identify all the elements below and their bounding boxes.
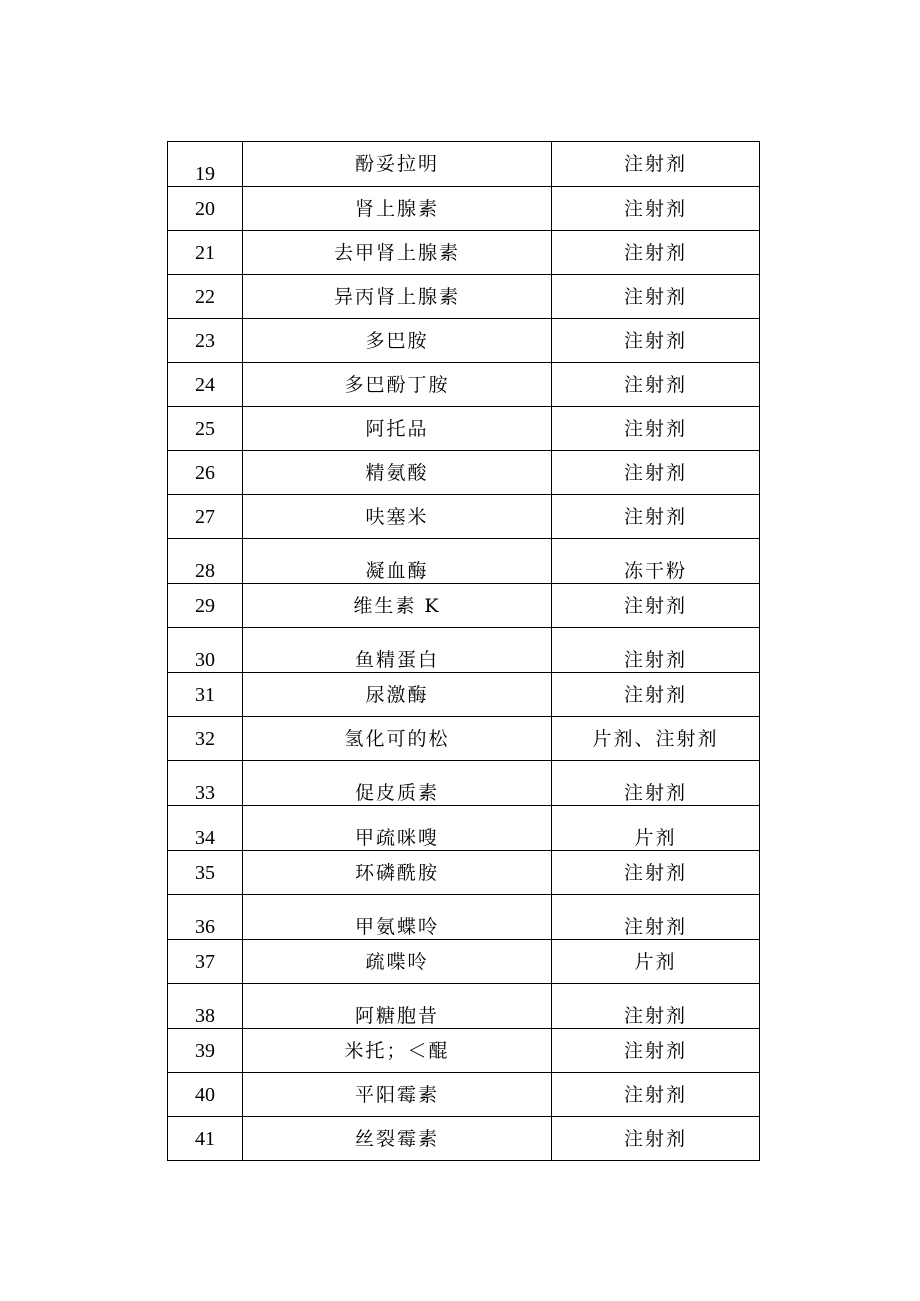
table-row: [168, 895, 760, 940]
table-row: [168, 1073, 760, 1117]
dosage-form: 冻干粉: [552, 539, 760, 584]
drug-name: 鱼精蛋白: [243, 628, 552, 673]
drug-name: 凝血酶: [243, 539, 552, 584]
drug-name: 米托；＜醌: [243, 1029, 552, 1073]
dosage-form: 注射剂: [552, 584, 760, 628]
table-row: [168, 187, 760, 231]
table-row: [168, 584, 760, 628]
dosage-form: 注射剂: [552, 895, 760, 940]
row-number: 20: [168, 187, 243, 231]
drug-name: 多巴酚丁胺: [243, 363, 552, 407]
drug-list-table: [167, 141, 760, 1161]
drug-name: 促皮质素: [243, 761, 552, 806]
row-number: 34: [168, 806, 243, 851]
dosage-form: 注射剂: [552, 1073, 760, 1117]
drug-name: 尿激酶: [243, 673, 552, 717]
drug-name: 酚妥拉明: [243, 142, 552, 187]
row-number: 24: [168, 363, 243, 407]
table-row: [168, 806, 760, 851]
row-number: 41: [168, 1117, 243, 1161]
dosage-form: 注射剂: [552, 495, 760, 539]
table-row: [168, 717, 760, 761]
dosage-form: 片剂: [552, 940, 760, 984]
table-row: [168, 1029, 760, 1073]
dosage-form: 注射剂: [552, 1117, 760, 1161]
dosage-form: 注射剂: [552, 451, 760, 495]
drug-name: 环磷酰胺: [243, 851, 552, 895]
drug-name: 疏喋呤: [243, 940, 552, 984]
drug-name: 精氨酸: [243, 451, 552, 495]
drug-name: 氢化可的松: [243, 717, 552, 761]
row-number: 23: [168, 319, 243, 363]
drug-name: 维生素 K: [243, 584, 552, 628]
row-number: 31: [168, 673, 243, 717]
dosage-form: 片剂、注射剂: [552, 717, 760, 761]
drug-name: 甲氨蝶呤: [243, 895, 552, 940]
drug-name: 异丙肾上腺素: [243, 275, 552, 319]
drug-name: 甲疏咪嗖: [243, 806, 552, 851]
table-row: [168, 1117, 760, 1161]
drug-name: 去甲肾上腺素: [243, 231, 552, 275]
table-row: [168, 275, 760, 319]
dosage-form: 注射剂: [552, 761, 760, 806]
drug-name: 平阳霉素: [243, 1073, 552, 1117]
row-number: 25: [168, 407, 243, 451]
dosage-form: 注射剂: [552, 187, 760, 231]
drug-name: 呋塞米: [243, 495, 552, 539]
row-number: 35: [168, 851, 243, 895]
dosage-form: 片剂: [552, 806, 760, 851]
dosage-form: 注射剂: [552, 851, 760, 895]
row-number: 19: [168, 142, 243, 187]
dosage-form: 注射剂: [552, 673, 760, 717]
dosage-form: 注射剂: [552, 363, 760, 407]
table-row: [168, 851, 760, 895]
dosage-form: 注射剂: [552, 231, 760, 275]
row-number: 36: [168, 895, 243, 940]
row-number: 33: [168, 761, 243, 806]
table-row: [168, 761, 760, 806]
dosage-form: 注射剂: [552, 407, 760, 451]
row-number: 38: [168, 984, 243, 1029]
dosage-form: 注射剂: [552, 275, 760, 319]
table-row: [168, 673, 760, 717]
row-number: 39: [168, 1029, 243, 1073]
table-row: [168, 495, 760, 539]
row-number: 28: [168, 539, 243, 584]
row-number: 32: [168, 717, 243, 761]
drug-name: 肾上腺素: [243, 187, 552, 231]
row-number: 26: [168, 451, 243, 495]
dosage-form: 注射剂: [552, 142, 760, 187]
drug-name: 丝裂霉素: [243, 1117, 552, 1161]
table-row: [168, 231, 760, 275]
drug-name: 阿托品: [243, 407, 552, 451]
table-row: [168, 142, 760, 187]
dosage-form: 注射剂: [552, 628, 760, 673]
table-row: [168, 539, 760, 584]
table-row: [168, 451, 760, 495]
row-number: 22: [168, 275, 243, 319]
table-row: [168, 319, 760, 363]
dosage-form: 注射剂: [552, 319, 760, 363]
row-number: 21: [168, 231, 243, 275]
drug-name: 阿糖胞昔: [243, 984, 552, 1029]
table-row: [168, 628, 760, 673]
row-number: 27: [168, 495, 243, 539]
dosage-form: 注射剂: [552, 984, 760, 1029]
table-row: [168, 407, 760, 451]
row-number: 40: [168, 1073, 243, 1117]
table-row: [168, 363, 760, 407]
drug-name: 多巴胺: [243, 319, 552, 363]
table-row: [168, 940, 760, 984]
row-number: 37: [168, 940, 243, 984]
row-number: 30: [168, 628, 243, 673]
table-row: [168, 984, 760, 1029]
dosage-form: 注射剂: [552, 1029, 760, 1073]
row-number: 29: [168, 584, 243, 628]
